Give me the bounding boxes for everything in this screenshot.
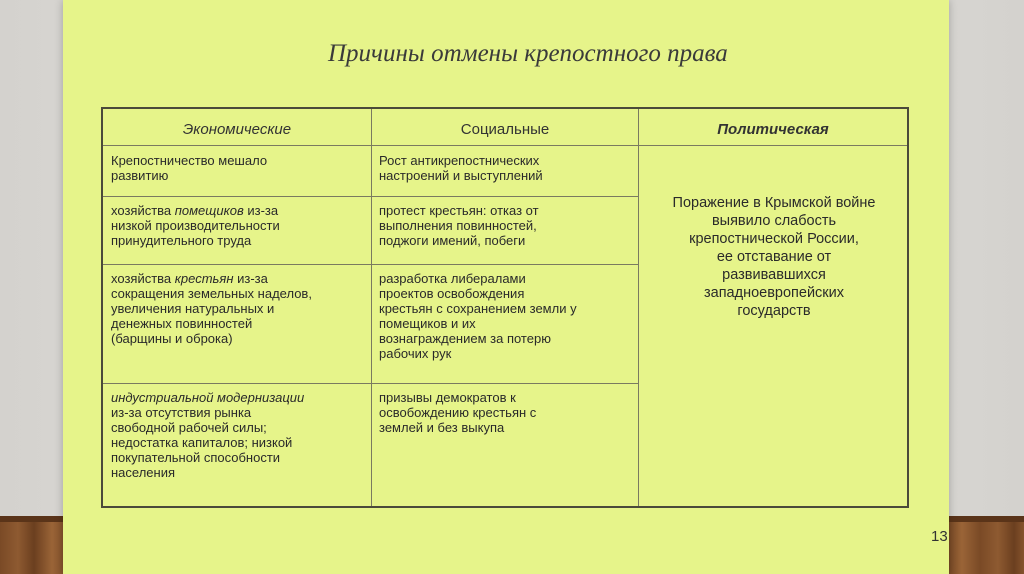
slide-title: Причины отмены крепостного права <box>328 40 728 67</box>
cell-social-2: протест крестьян: отказ от выполнения повинностей, поджоги имений, побеги <box>379 203 539 248</box>
cell-economic-3: хозяйства крестьян из-за сокращения земельных наделов, увеличения натуральных и денежных повинностей (барщины и оброка) <box>111 271 312 346</box>
cell-economic-4: индустриальной модернизации из-за отсутствия рынка свободной рабочей силы; недостатка капиталов; низкой покупательной способности населения <box>111 390 305 480</box>
header-divider <box>103 145 907 146</box>
cell-political: Поражение в Крымской войне выявило слабость крепостнической России, ее отставание от развивавшихся западноевропейских государств <box>672 195 876 319</box>
cell-social-1: Рост антикрепостнических настроений и выступлений <box>379 153 543 183</box>
cell-economic-1: Крепостничество мешало развитию <box>111 153 268 183</box>
cell-social-3: разработка либералами проектов освобождения крестьян с сохранением земли у помещиков и их вознаграждением за потерю рабочих рук <box>379 271 577 361</box>
cell-social-4: призывы демократов к освобождению крестьян с землей и без выкупа <box>379 390 537 435</box>
row-divider <box>103 264 638 265</box>
row-divider <box>103 196 638 197</box>
causes-table <box>101 107 909 508</box>
cell-economic-2: хозяйства помещиков из-за низкой производительности принудительного труда <box>111 203 280 248</box>
row-divider <box>103 383 638 384</box>
col-divider <box>371 109 372 506</box>
col-divider <box>638 109 639 506</box>
page-number: 13 <box>931 528 948 545</box>
header-economic: Экономические <box>182 120 292 138</box>
header-political: Политическая <box>717 120 829 138</box>
header-social: Социальные <box>460 120 550 138</box>
